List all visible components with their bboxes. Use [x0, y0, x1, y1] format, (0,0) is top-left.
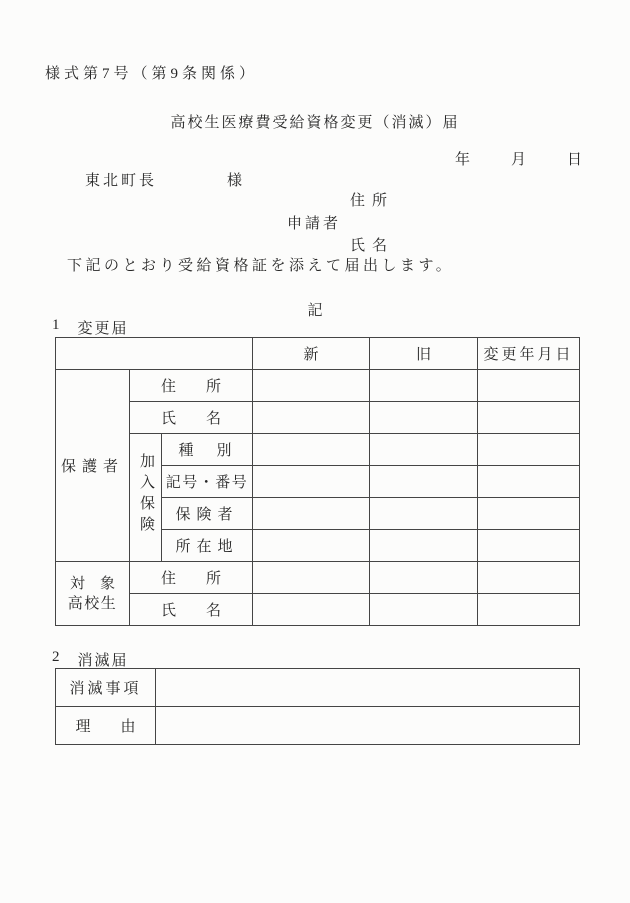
cell-insurance-symbol-old: [370, 466, 478, 498]
date-line: [455, 148, 582, 169]
cell-insurance-type-old: [370, 434, 478, 466]
row-header-insurer-location: 所在地: [162, 530, 253, 562]
cell-student-address-old: [370, 562, 478, 594]
student-label-line2: 高校生: [67, 595, 118, 612]
section1-heading: [52, 317, 129, 338]
row-group-student: [56, 562, 130, 626]
cell-guardian-name-old: [370, 402, 478, 434]
row-header-extinction-matter: 消滅事項: [56, 669, 156, 707]
cell-student-name-new: [253, 594, 370, 626]
corner-cell: [56, 338, 253, 370]
cell-student-address-date: [478, 562, 580, 594]
recipient-name: 東北町長: [85, 173, 158, 189]
cell-student-name-date: [478, 594, 580, 626]
row-header-guardian-address: 住 所: [130, 370, 253, 402]
cell-guardian-address-old: [370, 370, 478, 402]
table-row: [56, 370, 580, 402]
row-header-insurance-symbol: 記号・番号: [162, 466, 253, 498]
row-header-guardian-name: 氏 名: [130, 402, 253, 434]
row-header-reason: 理 由: [56, 707, 156, 745]
table-row: [56, 434, 580, 466]
cell-insurer-old: [370, 498, 478, 530]
cell-insurance-type-new: [253, 434, 370, 466]
cell-guardian-address-new: [253, 370, 370, 402]
date-month-label: 月: [511, 152, 527, 168]
table-header-row: [56, 338, 580, 370]
cell-extinction-matter: [156, 669, 580, 707]
applicant-address-label: 住所: [350, 193, 395, 209]
page-title: 高校生医療費受給資格変更（消滅）届: [170, 115, 460, 131]
row-header-insurance-type: 種 別: [162, 434, 253, 466]
col-header-new: 新: [253, 338, 370, 370]
ki-marker: 記: [307, 303, 323, 319]
col-header-change-date: 変更年月日: [478, 338, 580, 370]
applicant-name-label: 氏名: [350, 238, 395, 254]
table-row: [56, 562, 580, 594]
section2-heading: [52, 649, 129, 670]
col-header-old: 旧: [370, 338, 478, 370]
cell-insurance-symbol-new: [253, 466, 370, 498]
recipient-honorific: 様: [227, 173, 246, 189]
section1-title: 変更届: [77, 321, 129, 337]
cell-guardian-address-date: [478, 370, 580, 402]
cell-location-new: [253, 530, 370, 562]
cell-insurer-date: [478, 498, 580, 530]
cell-guardian-name-new: [253, 402, 370, 434]
recipient-line: [85, 169, 245, 190]
row-header-insurer: 保険者: [162, 498, 253, 530]
cell-student-address-new: [253, 562, 370, 594]
section2-title: 消滅届: [77, 653, 129, 669]
cell-reason: [156, 707, 580, 745]
cell-insurance-type-date: [478, 434, 580, 466]
cell-student-name-old: [370, 594, 478, 626]
section1-number: 1: [52, 317, 60, 333]
row-header-student-name: 氏 名: [130, 594, 253, 626]
statement-text: 下記のとおり受給資格証を添えて届出します。: [67, 258, 455, 274]
change-table: [55, 337, 580, 626]
section2-number: 2: [52, 649, 60, 665]
row-group-insurance: [130, 434, 162, 562]
extinction-table: [55, 668, 580, 745]
applicant-label: 申請者: [287, 216, 342, 232]
insurance-vertical-label: 加入保険: [138, 453, 154, 537]
student-label-line1: 対 象: [69, 575, 115, 592]
table-row: [56, 707, 580, 745]
table-row: [56, 594, 580, 626]
form-number: 様式第7号（第9条関係）: [45, 66, 259, 82]
cell-location-date: [478, 530, 580, 562]
date-day-label: 日: [567, 152, 583, 168]
cell-insurance-symbol-date: [478, 466, 580, 498]
date-year-label: 年: [455, 152, 471, 168]
cell-insurer-new: [253, 498, 370, 530]
cell-location-old: [370, 530, 478, 562]
table-row: [56, 402, 580, 434]
cell-guardian-name-date: [478, 402, 580, 434]
table-row: [56, 669, 580, 707]
row-group-guardian: 保護者: [56, 370, 130, 562]
row-header-student-address: 住 所: [130, 562, 253, 594]
